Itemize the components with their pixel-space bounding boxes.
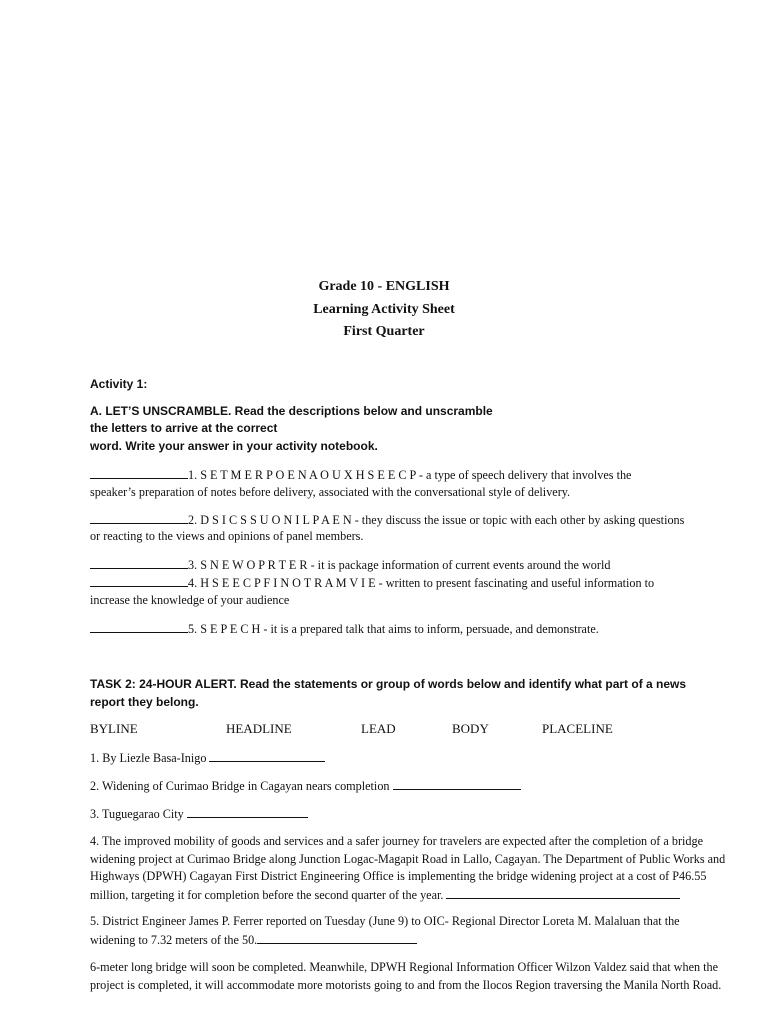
paragraph-line: 4. The improved mobility of goods and services and a safer journey for travelers are expected after the completion of a bridge: [90, 834, 703, 848]
answer-blank[interactable]: [90, 511, 188, 524]
quarter-title: First Quarter: [343, 324, 425, 339]
paragraph-line: million, targeting it for completion before the second quarter of the year.: [90, 887, 444, 902]
unscramble-item-3: [90, 556, 610, 575]
item-description-continued: increase the knowledge of your audience: [90, 593, 290, 607]
task2-instruction-line-2: report they belong.: [90, 695, 199, 709]
option-headline: HEADLINE: [226, 721, 292, 736]
paragraph-line: widening to 7.32 meters of the 50.: [90, 932, 258, 947]
scrambled-letters: D S I C S S U O N I L P A E N: [200, 513, 352, 527]
paragraph-line: Highways (DPWH) Cagayan First District Engineering Office is implementing the bridge widening project at a cost of P46.55: [90, 869, 707, 883]
task2-item-4: [90, 833, 726, 904]
paragraph-line-last: [90, 886, 678, 905]
paragraph-line-last: [90, 931, 678, 950]
item-description-continued: or reacting to the views and opinions of panel members.: [90, 529, 364, 543]
paragraph-line: widening project at Curimao Bridge along Junction Logac-Magapit Road in Lallo, Cagayan. The Department of Public Works and: [90, 851, 726, 866]
option-lead: LEAD: [361, 721, 396, 736]
scrambled-letters: S N E W O P R T E R: [200, 558, 308, 572]
item-description: - a type of speech delivery that involves the: [418, 468, 632, 482]
item-description-continued: speaker’s preparation of notes before delivery, associated with the conversational style of delivery.: [90, 485, 571, 499]
answer-blank[interactable]: [209, 749, 325, 762]
item-number: 3.: [188, 558, 198, 572]
activity-instruction-line-2: the letters to arrive at the correct: [90, 421, 278, 435]
item-text: 2. Widening of Curimao Bridge in Cagayan nears completion: [90, 779, 390, 793]
item-number: 5.: [188, 622, 198, 636]
answer-blank[interactable]: [90, 574, 188, 587]
option-body: BODY: [452, 721, 489, 736]
task2-item-5: [90, 913, 678, 949]
item-text: 3. Tuguegarao City: [90, 807, 184, 821]
sheet-title-block: [0, 276, 768, 344]
paragraph-line: 5. District Engineer James P. Ferrer reported on Tuesday (June 9) to OIC- Regional Director Loreta M. Malaluan that the: [90, 914, 680, 928]
item-number: 4.: [188, 576, 198, 590]
answer-blank[interactable]: [257, 931, 417, 944]
task2-item-1: [90, 749, 325, 768]
activity-label: Activity 1:: [90, 377, 148, 391]
option-byline: BYLINE: [90, 721, 138, 736]
answer-blank[interactable]: [90, 620, 188, 633]
unscramble-item-1: [90, 466, 631, 485]
answer-blank[interactable]: [446, 886, 680, 899]
answer-blank[interactable]: [187, 805, 308, 818]
unscramble-item-2: [90, 511, 684, 530]
scrambled-letters: S E P E C H: [200, 622, 261, 636]
answer-blank[interactable]: [393, 777, 521, 790]
unscramble-item-5: [90, 620, 599, 639]
paragraph-line: project is completed, it will accommodate more motorists going to and from the Ilocos Region traversing the Manila North Road.: [90, 977, 722, 992]
task2-item-6: [90, 959, 722, 994]
scrambled-letters: H S E E C P F I N O T R A M V I E: [200, 576, 376, 590]
answer-blank[interactable]: [90, 466, 188, 479]
activity-instruction-line-1: A. LET’S UNSCRAMBLE. Read the descriptions below and unscramble: [90, 404, 493, 418]
task2-item-2: [90, 777, 521, 796]
paragraph-line: 6-meter long bridge will soon be completed. Meanwhile, DPWH Regional Information Officer Wilzon Valdez said that when the: [90, 960, 719, 974]
item-text: 1. By Liezle Basa-Inigo: [90, 751, 207, 765]
item-description: - they discuss the issue or topic with each other by asking questions: [354, 513, 685, 527]
item-description: - it is package information of current events around the world: [310, 558, 611, 572]
item-description: - written to present fascinating and useful information to: [378, 576, 655, 590]
sheet-type-title: Learning Activity Sheet: [313, 301, 455, 317]
option-placeline: PLACELINE: [542, 721, 613, 736]
unscramble-item-4: [90, 574, 654, 593]
task2-instruction-line-1: TASK 2: 24-HOUR ALERT. Read the statements or group of words below and identify what part of a news: [90, 677, 687, 691]
activity-instruction-line-3: word. Write your answer in your activity notebook.: [90, 439, 378, 453]
task2-item-3: [90, 805, 308, 824]
answer-blank[interactable]: [90, 556, 188, 569]
item-description: - it is a prepared talk that aims to inform, persuade, and demonstrate.: [263, 622, 599, 636]
item-number: 2.: [188, 513, 198, 527]
item-number: 1.: [188, 468, 198, 482]
grade-subject-title: Grade 10 - ENGLISH: [318, 279, 450, 294]
scrambled-letters: S E T M E R P O E N A O U X H S E E C P: [200, 468, 416, 482]
